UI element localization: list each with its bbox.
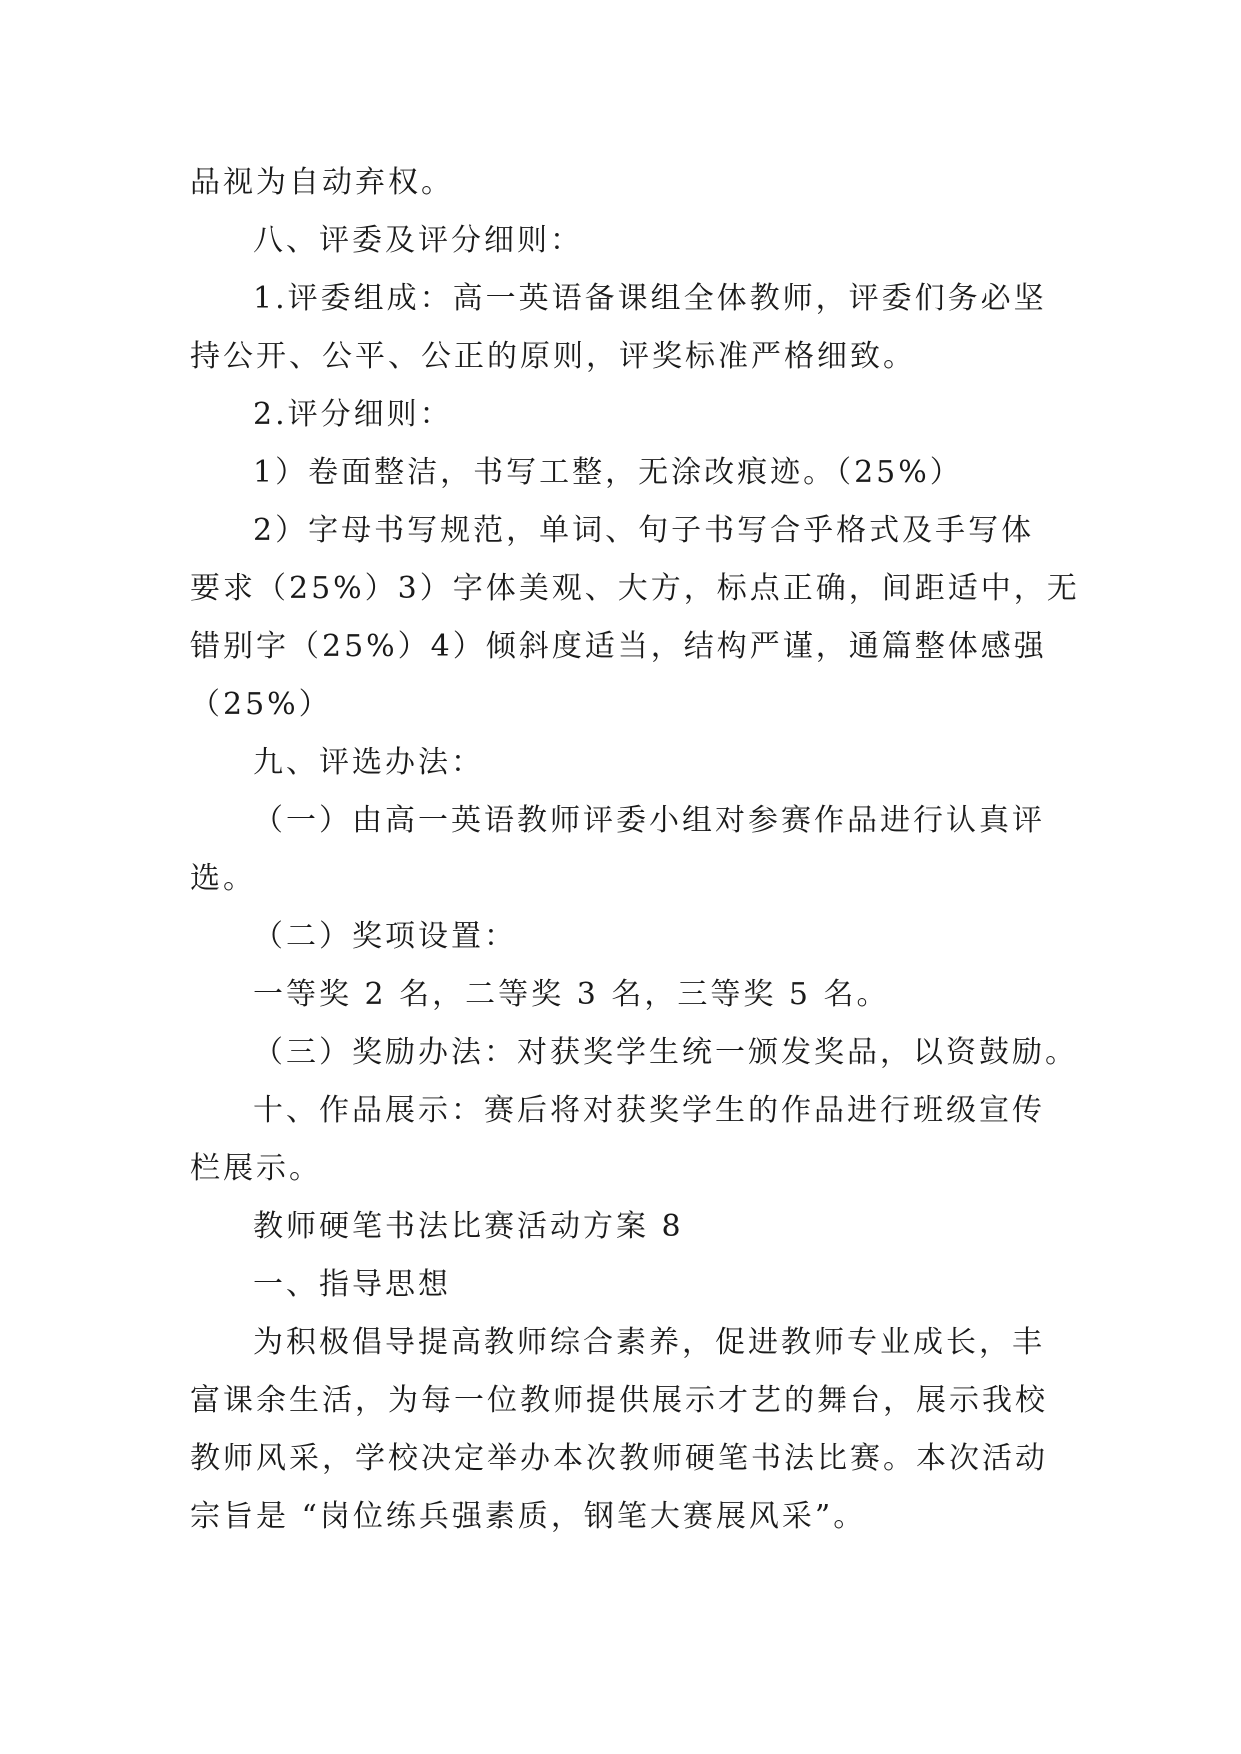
body-text-line: 要求（25%）3）字体美观、大方，标点正确，间距适中，无 <box>190 571 1080 606</box>
section-heading-one: 一、指导思想 <box>253 1267 451 1302</box>
body-text-line: （一）由高一英语教师评委小组对参赛作品进行认真评 <box>253 803 1045 838</box>
section-heading-eight: 八、评委及评分细则： <box>253 223 583 258</box>
body-text-line: 品视为自动弃权。 <box>190 165 454 200</box>
body-text-line: 为积极倡导提高教师综合素养，促进教师专业成长，丰 <box>253 1325 1045 1360</box>
body-text-line: 2.评分细则： <box>253 397 453 432</box>
body-text-line: 选。 <box>190 861 256 896</box>
section-heading-ten: 十、作品展示：赛后将对获奖学生的作品进行班级宣传 <box>253 1093 1045 1128</box>
section-heading-nine: 九、评选办法： <box>253 745 484 780</box>
document-title: 教师硬笔书法比赛活动方案 8 <box>253 1209 684 1244</box>
body-text-line: 2）字母书写规范，单词、句子书写合乎格式及手写体 <box>253 513 1035 548</box>
body-text-line: （二）奖项设置： <box>253 919 517 954</box>
body-text-line: 1）卷面整洁，书写工整，无涂改痕迹。（25%） <box>253 455 963 490</box>
body-text-line: 宗旨是 “岗位练兵强素质，钢笔大赛展风采”。 <box>190 1499 867 1534</box>
body-text-line: 富课余生活，为每一位教师提供展示才艺的舞台，展示我校 <box>190 1383 1048 1418</box>
body-text-line: 一等奖 2 名，二等奖 3 名，三等奖 5 名。 <box>253 977 890 1012</box>
body-text-line: （三）奖励办法：对获奖学生统一颁发奖品，以资鼓励。 <box>253 1035 1078 1070</box>
body-text-line: （25%） <box>190 687 332 722</box>
body-text-line: 教师风采，学校决定举办本次教师硬笔书法比赛。本次活动 <box>190 1441 1048 1476</box>
body-text-line: 错别字（25%）4）倾斜度适当，结构严谨，通篇整体感强 <box>190 629 1047 664</box>
body-text-line: 持公开、公平、公正的原则，评奖标准严格细致。 <box>190 339 916 374</box>
body-text-line: 1.评委组成：高一英语备课组全体教师，评委们务必坚 <box>253 281 1047 316</box>
body-text-line: 栏展示。 <box>190 1151 322 1186</box>
